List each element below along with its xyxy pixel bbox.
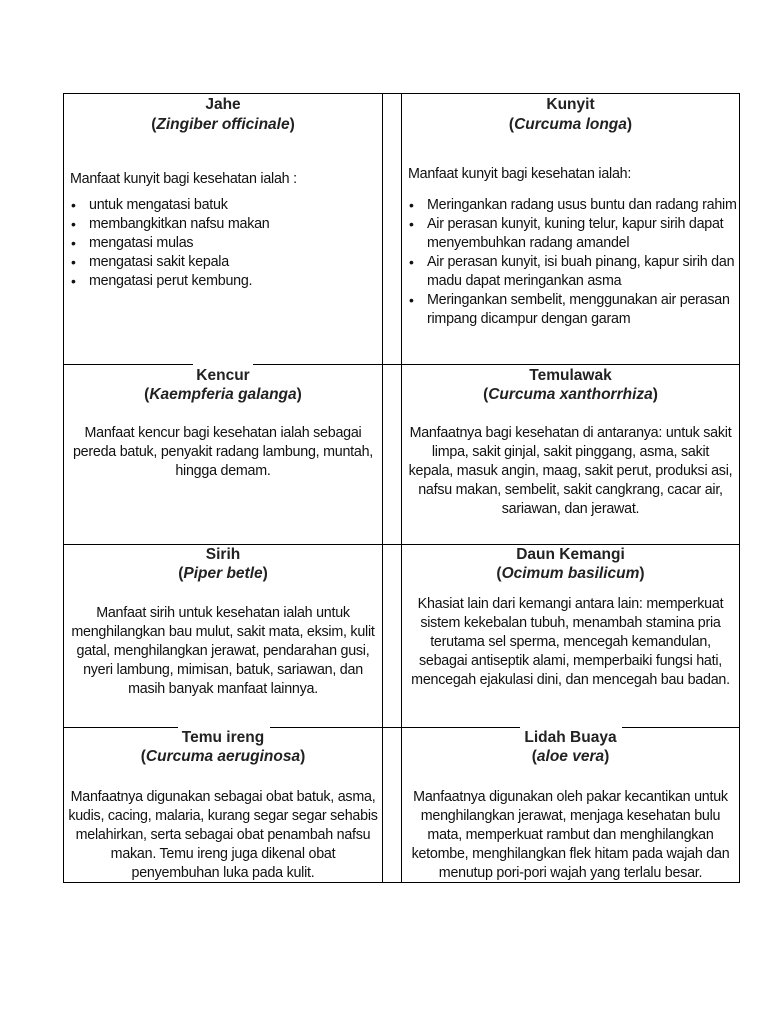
cell-jahe <box>64 94 382 364</box>
cell-latin-name: (Kaempferia galanga) <box>144 386 302 403</box>
cell-daun-kemangi <box>402 545 739 727</box>
cell-body: Khasiat lain dari kemangi antara lain: memperkuat sistem kekebalan tubuh, menambah stamina pria terutama sel sperma, mencegah kemandulan, sebagai antiseptik alami, memperbaiki fungsi hati, mencegah ejakulasi dini, dan mencegah bau badan. <box>411 596 730 688</box>
cell-body: Manfaatnya digunakan oleh pakar kecantikan untuk menghilangkan jerawat, menjaga kesehatan bulu mata, memperkuat rambut dan menghilangkan ketombe, menghilangkan flek hitam pada wajah dan menutup pori-pori wajah yang terlalu besar. <box>411 789 730 881</box>
cell-title: Daun Kemangi <box>516 546 625 563</box>
cell-title: Kencur <box>196 367 250 384</box>
cell-latin-name: (aloe vera) <box>531 748 610 765</box>
cell-title: Temulawak <box>529 367 612 384</box>
list-item: • membangkitkan nafsu makan <box>70 215 376 234</box>
list-item: • Air perasan kunyit, isi buah pinang, kapur sirih dan madu dapat meringankan asma <box>408 253 737 291</box>
cell-title: Jahe <box>205 96 241 113</box>
cell-lidah-buaya <box>402 728 739 882</box>
cell-latin-name: (Piper betle) <box>178 565 268 582</box>
cell-body <box>408 165 737 329</box>
cell-latin-name: (Ocimum basilicum) <box>496 565 645 582</box>
cell-body: Manfaatnya bagi kesehatan di antaranya: untuk sakit limpa, sakit ginjal, sakit pinggang, asma, sakit kepala, masuk angin, maag, sakit perut, produksi asi, nafsu makan, sembelit, sakit cangkrang, cacar air, sariawan, dan jerawat. <box>408 425 733 517</box>
list-item: • Meringankan radang usus buntu dan radang rahim <box>408 196 737 215</box>
cell-title: Temu ireng <box>181 729 265 746</box>
cell-body: Manfaat sirih untuk kesehatan ialah untuk menghilangkan bau mulut, sakit mata, eksim, kulit gatal, menghilangkan jerawat, pendarahan gusi, nyeri lambung, mimisan, batuk, sariawan, dan masih banyak manfaat lainnya. <box>71 605 375 697</box>
cell-latin-name: (Curcuma xanthorrhiza) <box>483 386 658 403</box>
cell-body: Manfaatnya digunakan sebagai obat batuk, asma, kudis, cacing, malaria, kurang segar segar sehabis melahirkan, serta sebagai obat penambah nafsu makan. Temu ireng juga dikenal obat penyembuhan luka pada kulit. <box>68 789 378 881</box>
cell-body <box>70 170 376 291</box>
cell-intro: Manfaat kunyit bagi kesehatan ialah : <box>70 171 297 187</box>
table-border-right <box>739 93 740 883</box>
cell-latin-name: (Curcuma aeruginosa) <box>140 748 306 765</box>
cell-title: Kunyit <box>546 96 595 113</box>
list-item: • mengatasi mulas <box>70 234 376 253</box>
cell-body: Manfaat kencur bagi kesehatan ialah sebagai pereda batuk, penyakit radang lambung, muntah, hingga demam. <box>72 425 374 479</box>
list-item: • untuk mengatasi batuk <box>70 196 376 215</box>
list-item: • mengatasi sakit kepala <box>70 253 376 272</box>
list-item: • Meringankan sembelit, menggunakan air perasan rimpang dicampur dengan garam <box>408 291 737 329</box>
cell-title: Lidah Buaya <box>524 729 617 746</box>
cell-latin-name: (Curcuma longa) <box>508 116 633 133</box>
table-border-mid-left <box>382 93 383 883</box>
cell-latin-name: (Zingiber officinale) <box>151 116 295 133</box>
cell-temu-ireng <box>64 728 382 882</box>
cell-title: Sirih <box>205 546 241 563</box>
cell-intro: Manfaat kunyit bagi kesehatan ialah: <box>408 166 632 182</box>
cell-kunyit <box>402 94 739 364</box>
benefit-list <box>70 196 376 291</box>
cell-temulawak <box>402 365 739 544</box>
list-item: • mengatasi perut kembung. <box>70 272 376 291</box>
list-item: • Air perasan kunyit, kuning telur, kapur sirih dapat menyembuhkan radang amandel <box>408 215 737 253</box>
benefit-list <box>408 196 737 329</box>
cell-kencur <box>64 365 382 544</box>
cell-sirih <box>64 545 382 727</box>
